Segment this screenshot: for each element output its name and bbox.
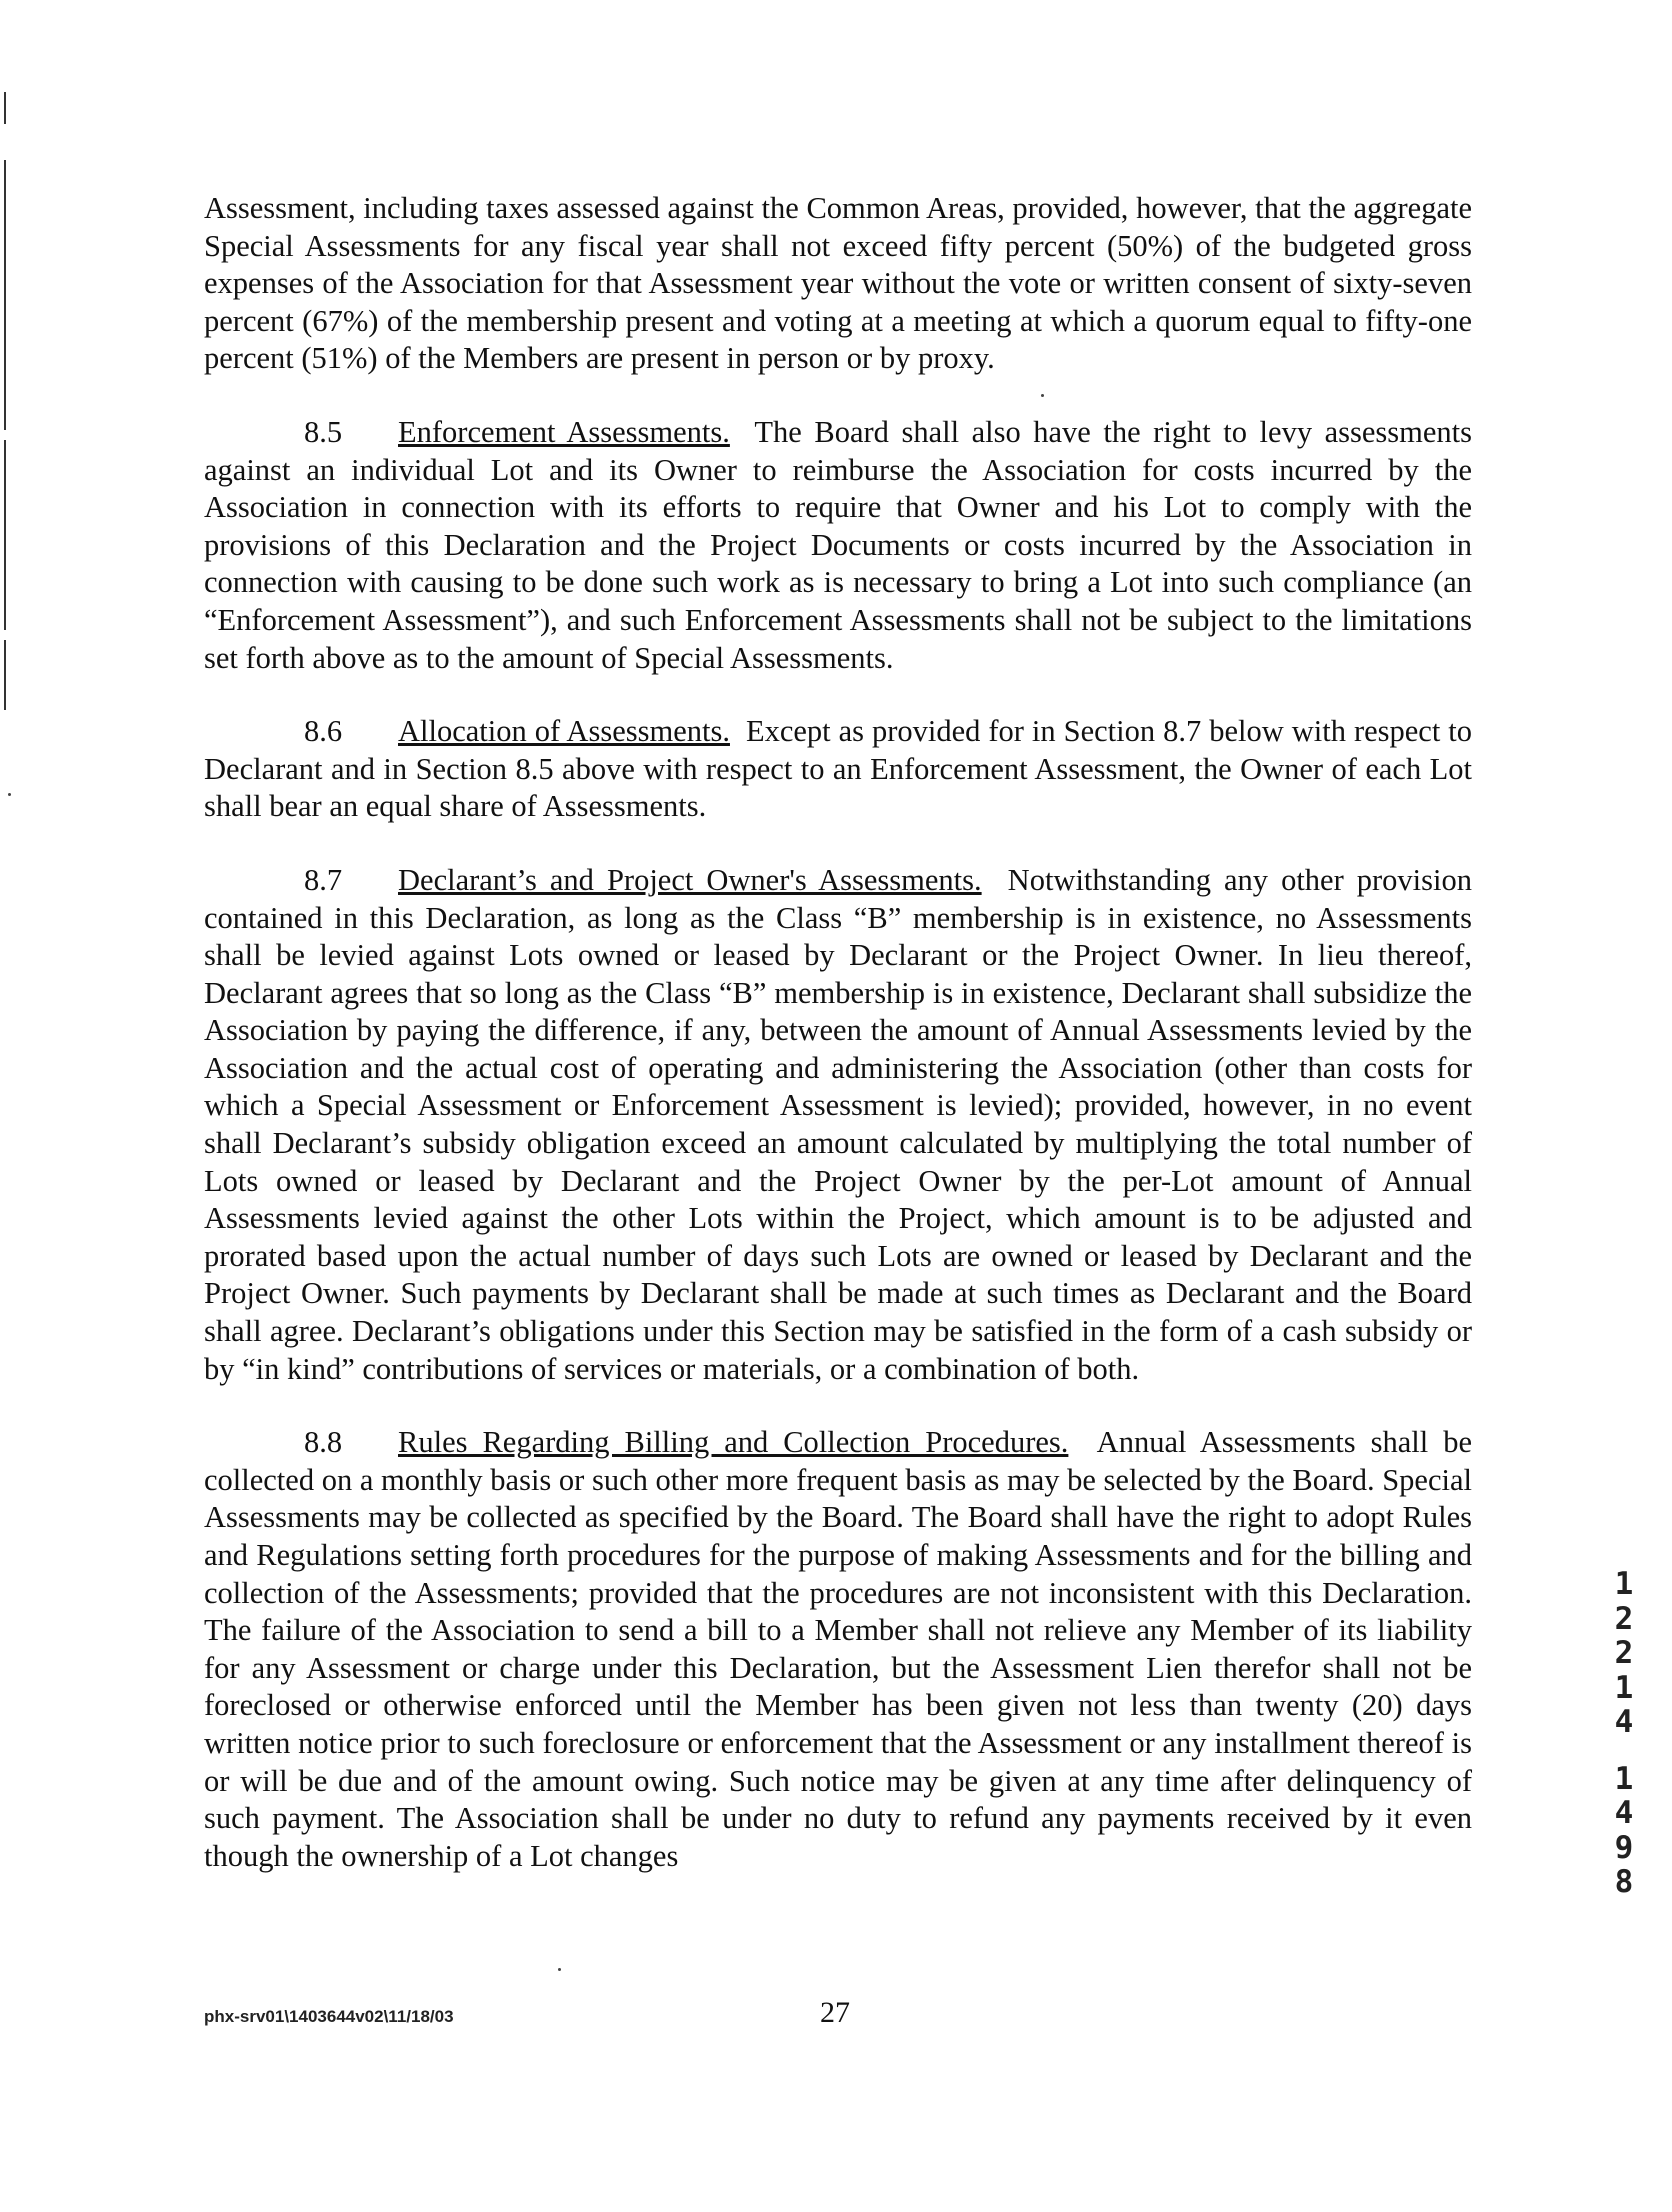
paragraph-text: The Board shall also have the right to levy assessments against an individual Lot and its Owner to reimburse the Association for costs incurred by the Association in connection with its efforts to require that Owner and his Lot to comply with the provisions of this Declaration and the Project Documents or costs incurred by the Association in connection with causing to be done such work as is necessary to bring a Lot into such compliance (an “Enforcement Assessment”), and such Enforcement Assessments shall not be subject to the limitations set forth above as to the amount of Special Assessments. bbox=[204, 414, 1473, 675]
document-reference: phx-srv01\1403644v02\11/18/03 bbox=[204, 2007, 454, 2026]
section-number: 8.8 bbox=[304, 1425, 343, 1460]
section-heading: Allocation of Assessments. bbox=[398, 714, 730, 749]
stamp-digit: 2 bbox=[1614, 1600, 1634, 1637]
scan-edge-mark bbox=[4, 640, 6, 710]
stamp-digit: 1 bbox=[1614, 1566, 1634, 1602]
page-number: 27 bbox=[820, 1996, 850, 2029]
paragraph-text: Except as provided for in Section 8.7 below with respect to Declarant and in Section 8.5 above with respect to an Enforcement Assessment, the Owner of each Lot shall bear an equal share of Assessments. bbox=[204, 714, 1473, 824]
scan-edge-mark bbox=[4, 440, 6, 630]
stamp-digit: 4 bbox=[1614, 1704, 1634, 1740]
scan-dot bbox=[558, 1968, 561, 1971]
section-heading: Rules Regarding Billing and Collection Procedures. bbox=[398, 1425, 1069, 1460]
section-8-5 bbox=[204, 414, 1472, 677]
stamp-digit: 1 bbox=[1614, 1760, 1634, 1797]
stamp-digit: 8 bbox=[1614, 1864, 1634, 1900]
stamp-digit: 9 bbox=[1614, 1829, 1634, 1866]
scan-edge-mark bbox=[4, 92, 6, 124]
section-heading: Declarant’s and Project Owner's Assessments. bbox=[398, 862, 982, 897]
section-number: 8.7 bbox=[304, 862, 343, 897]
recording-number-stamp bbox=[1604, 1567, 1644, 1900]
scan-dot bbox=[8, 793, 11, 796]
paragraph-continued bbox=[204, 190, 1472, 378]
scan-edge-mark bbox=[4, 160, 6, 430]
paragraph-text: Assessment, including taxes assessed against the Common Areas, provided, however, that the aggregate Special Assessments for any fiscal year shall not exceed fifty percent (50%) of the budgeted gross expenses of the Association for that Assessment year without the vote or written consent of sixty-seven percent (67%) of the membership present and voting at a meeting at which a quorum equal to fifty-one percent (51%) of the Members are present in person or by proxy. bbox=[204, 191, 1472, 376]
paragraph-text: Annual Assessments shall be collected on a monthly basis or such other more frequent basis as may be selected by the Board. Special Assessments may be collected as specified by the Board. The Board shall have the right to adopt Rules and Regulations setting forth procedures for the purpose of making Assessments and for the billing and collection of the Assessments; provided that the procedures are not inconsistent with this Declaration. The failure of the Association to send a bill to a Member shall not relieve any Member of its liability for any Assessment or charge under this Declaration, but the Assessment Lien therefor shall not be foreclosed or otherwise enforced until the Member has been given not less than twenty (20) days written notice prior to such foreclosure or enforcement that the Assessment or any installment thereof is or will be due and of the amount owing. Such notice may be given at any time after delinquency of such payment. The Association shall be under no duty to refund any payments received by it even though the ownership of a Lot changes bbox=[204, 1425, 1472, 1873]
stamp-digit: 2 bbox=[1614, 1635, 1634, 1671]
section-8-8 bbox=[204, 1424, 1472, 1875]
section-heading: Enforcement Assessments. bbox=[398, 414, 730, 449]
section-8-7 bbox=[204, 862, 1472, 1388]
section-number: 8.5 bbox=[304, 414, 343, 449]
section-8-6 bbox=[204, 713, 1472, 826]
paragraph-text: Notwithstanding any other provision contained in this Declaration, as long as the Class “B” membership is in existence, no Assessments shall be levied against Lots owned or leased by Declarant or the Project Owner. In lieu thereof, Declarant agrees that so long as the Class “B” membership is in existence, Declarant shall subsidize the Association by paying the difference, if any, between the amount of Annual Assessments levied by the Association and the actual cost of operating and administering the Association (other than costs for which a Special Assessment or Enforcement Assessment is levied); provided, however, in no event shall Declarant’s subsidy obligation exceed an amount calculated by multiplying the total number of Lots owned or leased by Declarant and the Project Owner by the per-Lot amount of Annual Assessments levied against the other Lots within the Project, which amount is to be adjusted and prorated based upon the actual number of days such Lots are owned or leased by Declarant and the Project Owner. Such payments by Declarant shall be made at such times as Declarant and the Board shall agree. Declarant’s obligations under this Section may be satisfied in the form of a cash subsidy or by “in kind” contributions of services or materials, or a combination of both. bbox=[204, 862, 1473, 1386]
document-body bbox=[204, 190, 1472, 1911]
stamp-digit: 1 bbox=[1614, 1669, 1634, 1706]
stamp-digit: 4 bbox=[1614, 1795, 1634, 1831]
section-number: 8.6 bbox=[304, 714, 343, 749]
